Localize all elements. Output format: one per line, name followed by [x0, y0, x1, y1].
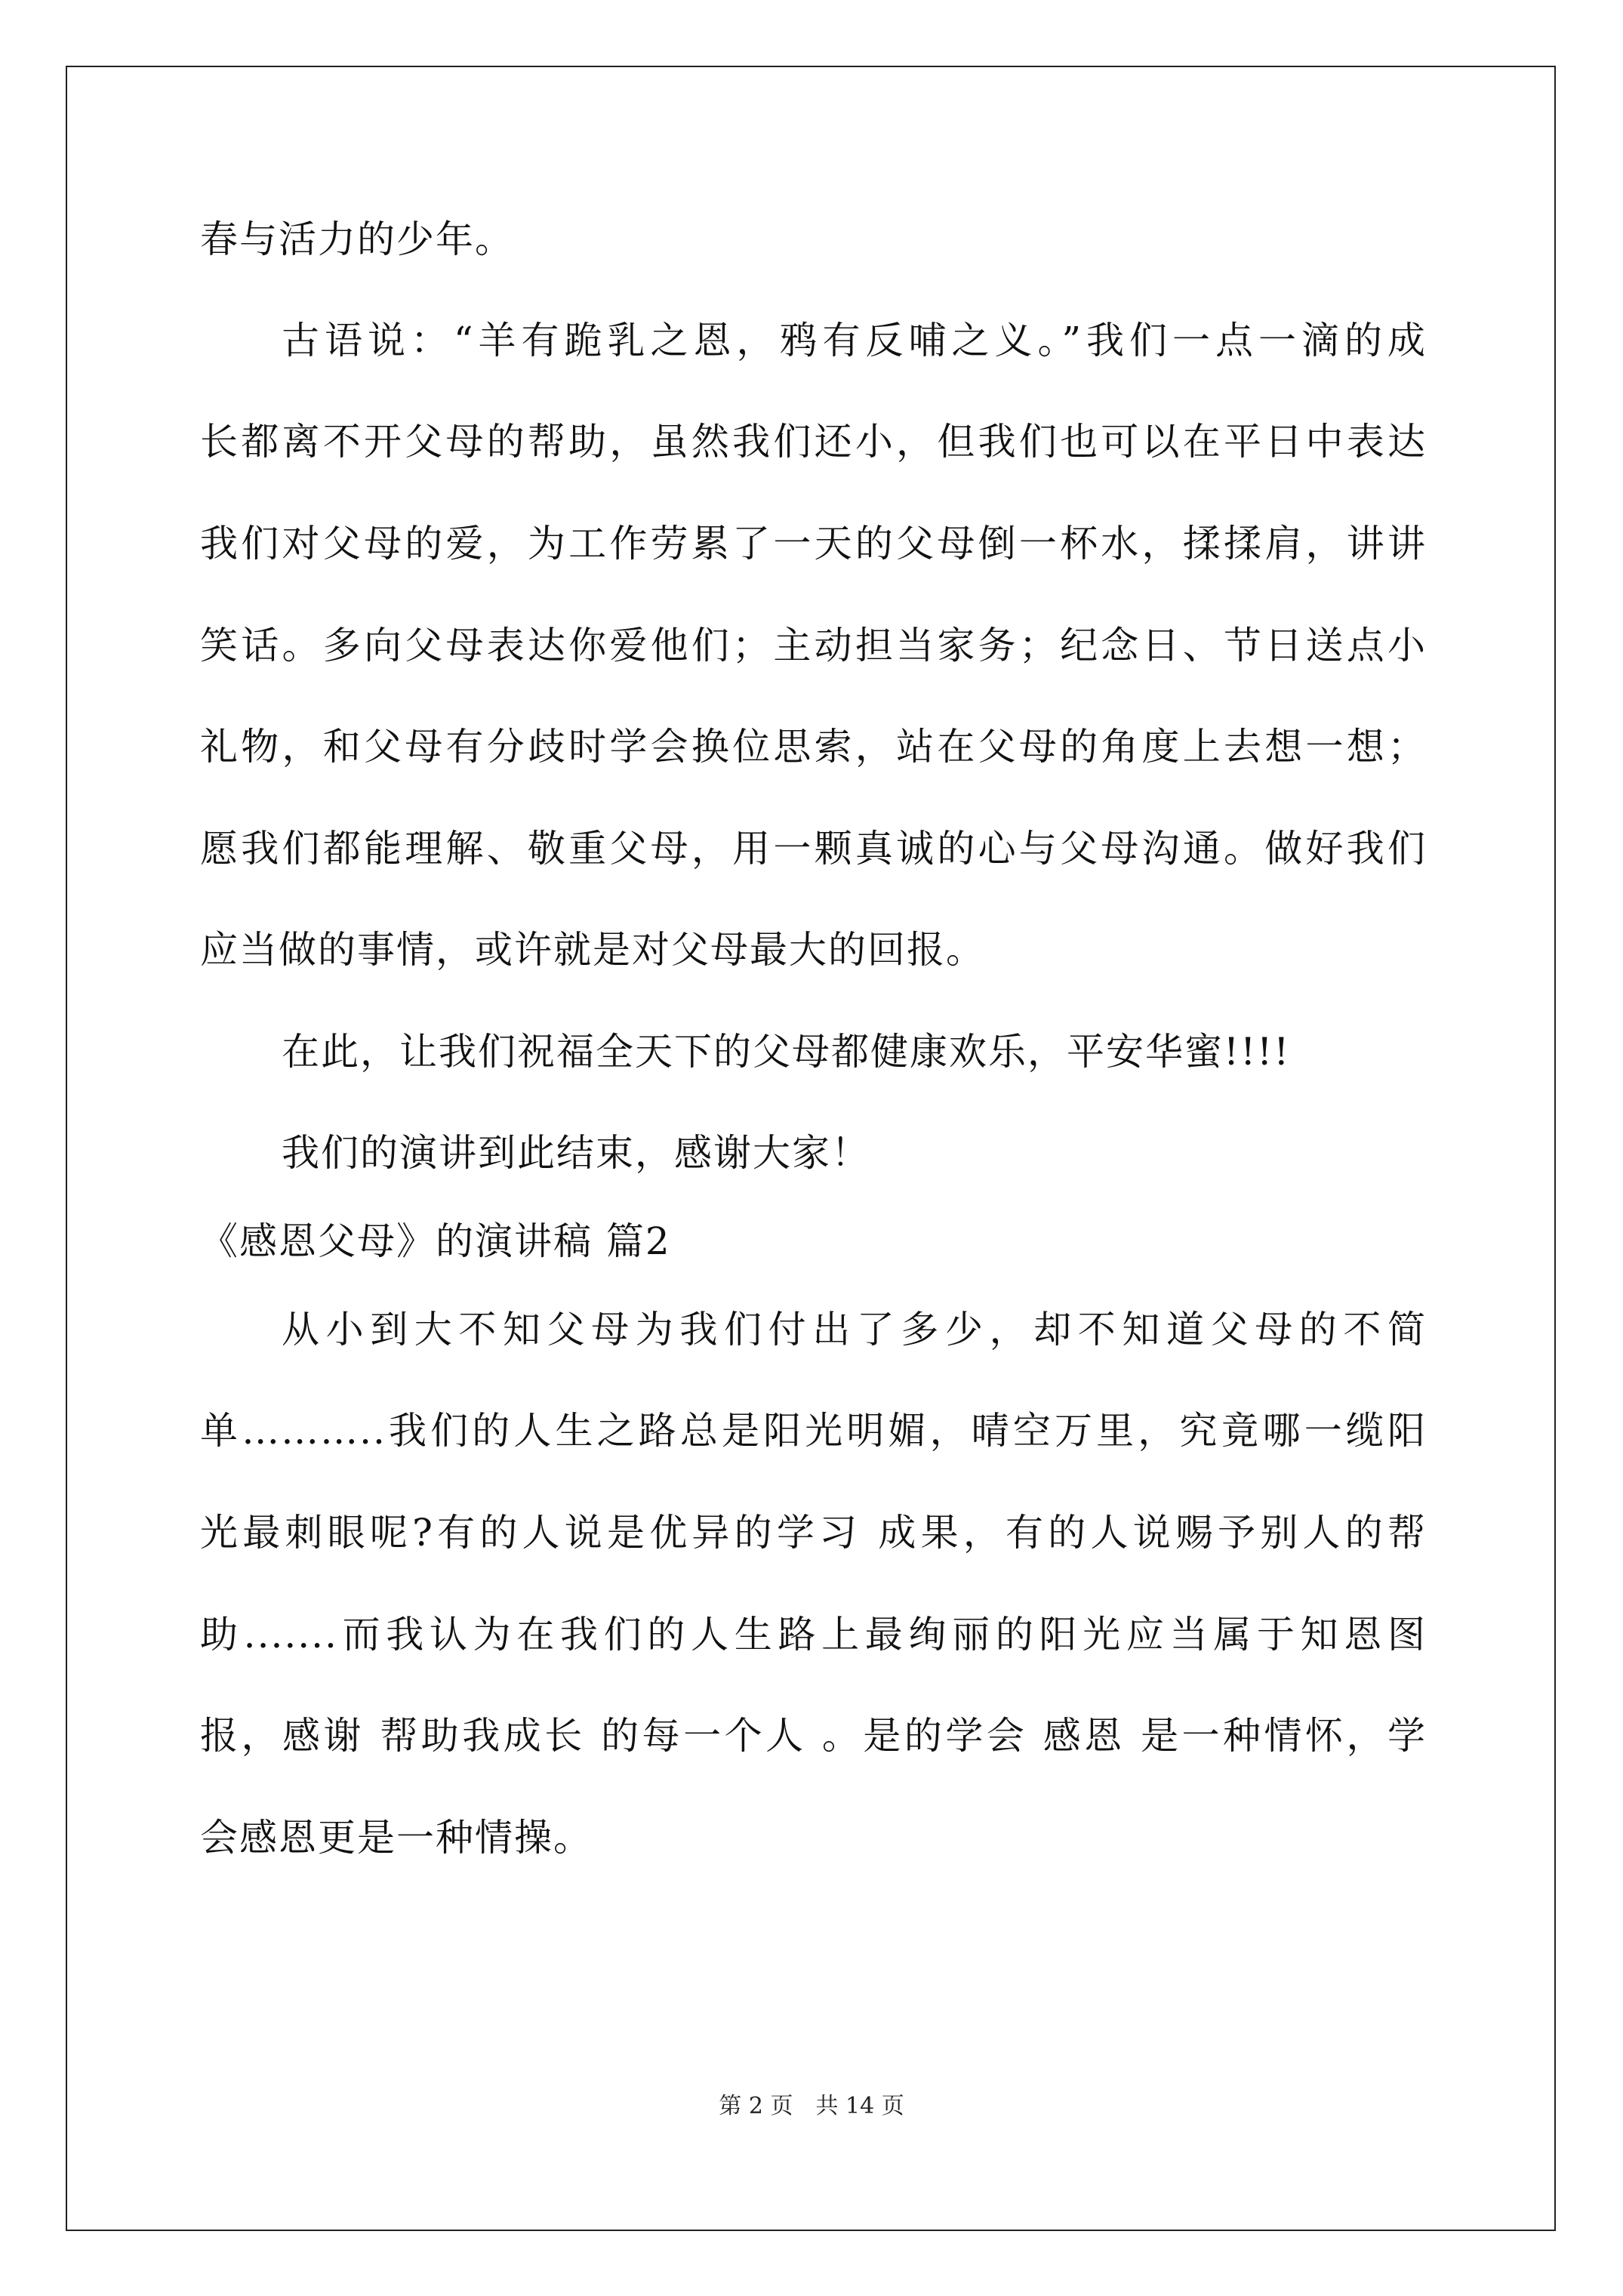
text-line: 应当做的事情，或许就是对父母最大的回报。: [200, 928, 985, 972]
text-line: 会感恩更是一种情操。: [200, 1816, 593, 1860]
text-line: 春与活力的少年。: [200, 217, 514, 261]
text-line: 笑话。多向父母表达你爱他们；主动担当家务；纪念日、节日送点小: [200, 624, 1427, 667]
text-line: 我们对父母的爱，为工作劳累了一天的父母倒一杯水，揉揉肩，讲讲: [200, 522, 1427, 566]
text-line: 在此，让我们祝福全天下的父母都健康欢乐，平安华蜜!!!!: [282, 1030, 1291, 1074]
text-line: 从小到大不知父母为我们付出了多少，却不知道父母的不简: [282, 1308, 1427, 1351]
text-line: 光最刺眼呢?有的人说是优异的学习 成果，有的人说赐予别人的帮: [200, 1511, 1427, 1555]
text-line: 单………..我们的人生之路总是阳光明媚，晴空万里，究竟哪一缆阳: [200, 1409, 1427, 1453]
text-line: 助.......而我认为在我们的人生路上最绚丽的阳光应当属于知恩图: [200, 1613, 1427, 1657]
page-number: 第 2 页 共 14 页: [719, 2093, 904, 2119]
text-line: 礼物，和父母有分歧时学会换位思索，站在父母的角度上去想一想；: [200, 725, 1427, 769]
text-line: 愿我们都能理解、敬重父母，用一颗真诚的心与父母沟通。做好我们: [200, 827, 1427, 871]
text-line: 报，感谢 帮助我成长 的每一个人 。是的学会 感恩 是一种情怀，学: [200, 1714, 1427, 1758]
text-line: 古语说：“羊有跪乳之恩，鸦有反哺之义。”我们一点一滴的成: [282, 319, 1427, 362]
text-line: 我们的演讲到此结束，感谢大家！: [282, 1131, 870, 1175]
section-heading: 《感恩父母》的演讲稿 篇2: [200, 1219, 671, 1263]
text-line: 长都离不开父母的帮助，虽然我们还小，但我们也可以在平日中表达: [200, 420, 1427, 464]
